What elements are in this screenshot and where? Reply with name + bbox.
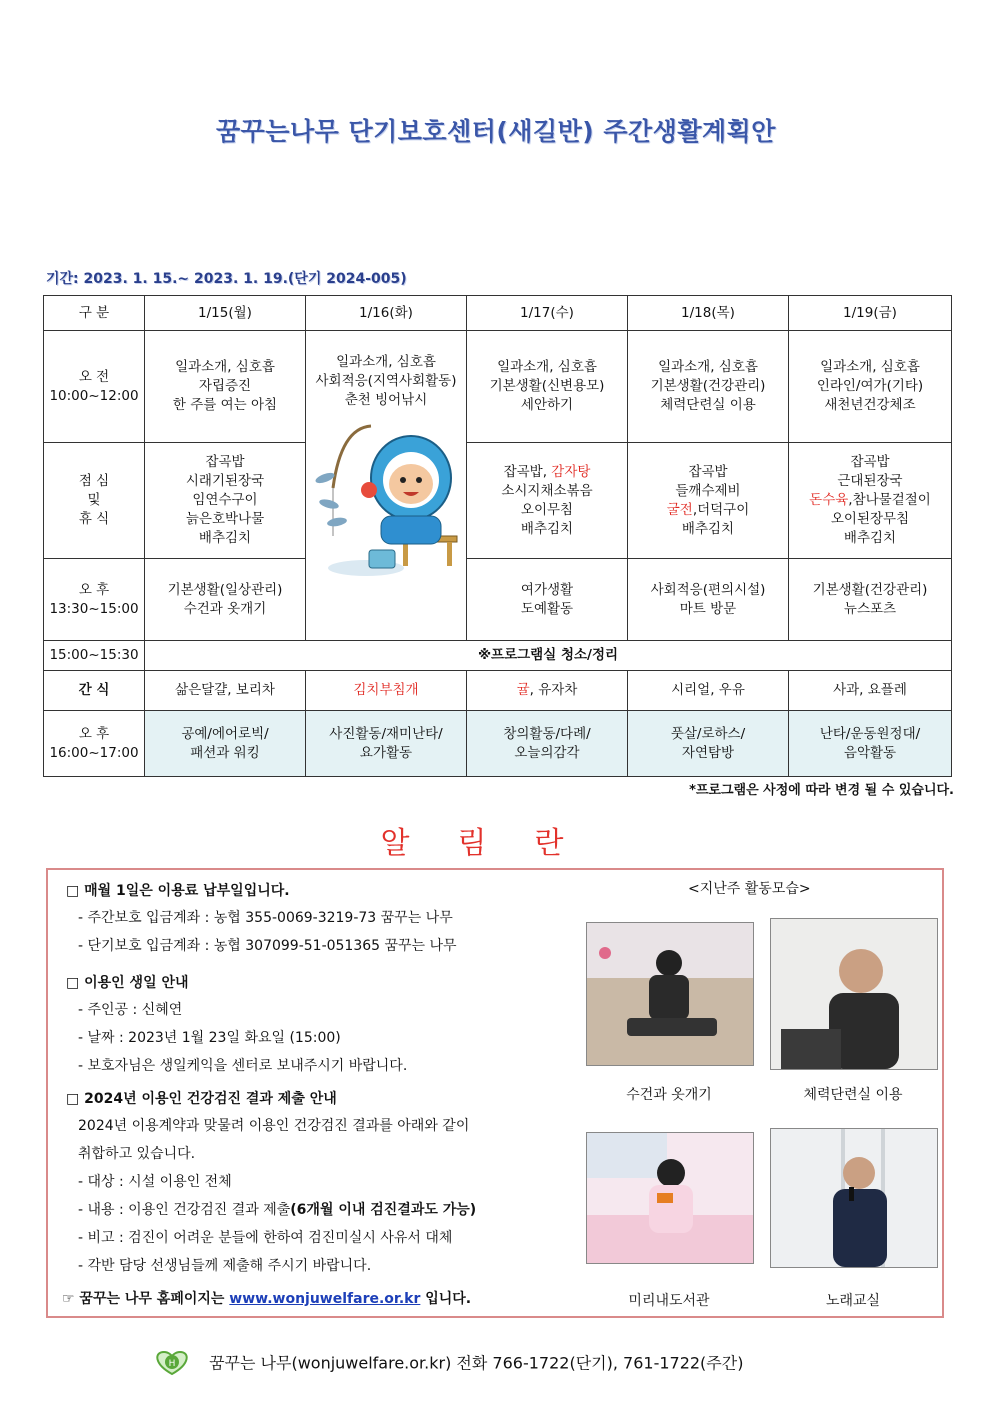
morning-mon: 일과소개, 심호흡 자립증진 한 주를 여는 아침 <box>145 331 306 443</box>
table-row-late <box>44 711 952 777</box>
header-cell: 1/16(화) <box>306 296 467 331</box>
notice-heading: □ 2024년 이용인 건강검진 결과 제출 안내 <box>66 1091 337 1107</box>
late-wed: 창의활동/다례/ 오늘의감각 <box>467 711 628 777</box>
photo-library <box>586 1132 754 1264</box>
lunch-mon: 잡곡밥 시래기된장국 임연수구이 늙은호박나물 배추김치 <box>145 443 306 559</box>
ice-fishing-illustration <box>311 418 461 588</box>
row-label: 15:00~15:30 <box>44 641 145 671</box>
photo-folding-towels <box>586 922 754 1066</box>
period-label: 기간: 2023. 1. 15.~ 2023. 1. 19.(단기 2024-005) <box>46 271 407 287</box>
table-row-afternoon <box>44 559 952 641</box>
weekly-schedule-table <box>43 295 952 777</box>
lunch-thu: 잡곡밥 들깨수제비 굴전,더덕구이 배추김치 <box>628 443 789 559</box>
notice-paragraph: 취합하고 있습니다. <box>78 1146 196 1162</box>
late-mon: 공예/에어로빅/ 패션과 워킹 <box>145 711 306 777</box>
notice-item: - 비고 : 검진이 어려운 분들에 한하여 검진미실시 사유서 대체 <box>78 1230 453 1246</box>
photo-singing <box>770 1128 938 1268</box>
late-fri: 난타/운동원정대/ 음악활동 <box>789 711 952 777</box>
header-cell: 1/18(목) <box>628 296 789 331</box>
table-row-cleanup <box>44 641 952 671</box>
lunch-wed: 잡곡밥, 감자탕 소시지채소볶음 오이무침 배추김치 <box>467 443 628 559</box>
notice-heading: □ 매월 1일은 이용료 납부일입니다. <box>66 883 290 899</box>
row-label: 오 전 10:00~12:00 <box>44 331 145 443</box>
notice-item: - 대상 : 시설 이용인 전체 <box>78 1174 232 1190</box>
cleanup-text: ※프로그램실 청소/정리 <box>145 641 952 671</box>
snack-mon: 삶은달걀, 보리차 <box>145 671 306 711</box>
notice-paragraph: 2024년 이용계약과 맞물려 이용인 건강검진 결과를 아래와 같이 <box>78 1118 470 1134</box>
late-tue: 사진활동/재미난타/ 요가활동 <box>306 711 467 777</box>
afternoon-wed: 여가생활 도예활동 <box>467 559 628 641</box>
snack-thu: 시리얼, 우유 <box>628 671 789 711</box>
row-label: 간 식 <box>44 671 145 711</box>
morning-thu: 일과소개, 심호흡 기본생활(건강관리) 체력단련실 이용 <box>628 331 789 443</box>
photo-caption: 수건과 옷개기 <box>626 1087 712 1103</box>
center-logo-icon <box>150 1348 194 1380</box>
header-cell: 1/15(월) <box>145 296 306 331</box>
morning-fri: 일과소개, 심호흡 인라인/여가(기타) 새천년건강체조 <box>789 331 952 443</box>
change-note: *프로그램은 사정에 따라 변경 될 수 있습니다. <box>689 783 954 798</box>
notice-item: - 각반 담당 선생님들께 제출해 주시기 바랍니다. <box>78 1258 372 1274</box>
notice-item: - 보호자님은 생일케익을 센터로 보내주시기 바랍니다. <box>78 1058 408 1074</box>
table-header-row <box>44 296 952 331</box>
table-row-lunch <box>44 443 952 559</box>
page-title: 꿈꾸는나무 단기보호센터(새길반) 주간생활계획안 <box>216 117 776 146</box>
homepage-link[interactable]: www.wonjuwelfare.or.kr <box>229 1291 421 1307</box>
snack-tue: 김치부침개 <box>306 671 467 711</box>
photo-caption: 미리내도서관 <box>628 1293 710 1309</box>
photo-caption: 노래교실 <box>825 1293 881 1309</box>
notice-item: - 주간보호 입금계좌 : 농협 355-0069-3219-73 꿈꾸는 나무 <box>78 910 453 926</box>
notice-item: - 내용 : 이용인 건강검진 결과 제출(6개월 이내 검진결과도 가능) <box>78 1202 477 1218</box>
notice-item: - 단기보호 입금계좌 : 농협 307099-51-051365 꿈꾸는 나무 <box>78 938 457 954</box>
homepage-line: ☞ 꿈꾸는 나무 홈페이지는 www.wonjuwelfare.or.kr 입니다. <box>62 1291 472 1307</box>
photos-title: <지난주 활동모습> <box>688 881 811 897</box>
photo-caption: 체력단련실 이용 <box>803 1087 903 1103</box>
notice-box <box>46 868 944 1318</box>
photo-gym <box>770 918 938 1070</box>
table-row-snack <box>44 671 952 711</box>
row-label: 오 후 16:00~17:00 <box>44 711 145 777</box>
afternoon-mon: 기본생활(일상관리) 수건과 옷개기 <box>145 559 306 641</box>
snack-fri: 사과, 요플레 <box>789 671 952 711</box>
lunch-fri: 잡곡밥 근대된장국 돈수육,참나물겉절이 오이된장무침 배추김치 <box>789 443 952 559</box>
morning-tue: 일과소개, 심호흡 사회적응(지역사회활동) 춘천 빙어낚시 <box>306 331 467 641</box>
footer <box>150 1348 743 1380</box>
snack-wed: 귤, 유자차 <box>467 671 628 711</box>
notice-text <box>66 878 586 1280</box>
late-thu: 풋살/로하스/ 자연탐방 <box>628 711 789 777</box>
notice-item: - 날짜 : 2023년 1월 23일 화요일 (15:00) <box>78 1030 341 1046</box>
afternoon-fri: 기본생활(건강관리) 뉴스포츠 <box>789 559 952 641</box>
header-cell: 1/17(수) <box>467 296 628 331</box>
header-cell: 구 분 <box>44 296 145 331</box>
footer-text: 꿈꾸는 나무(wonjuwelfare.or.kr) 전화 766-1722(단기), 761-1722(주간) <box>209 1353 744 1373</box>
notice-title: 알림란 <box>380 826 612 861</box>
svg-text:H: H <box>168 1359 176 1369</box>
table-row-morning <box>44 331 952 443</box>
row-label: 오 후 13:30~15:00 <box>44 559 145 641</box>
notice-item: - 주인공 : 신혜연 <box>78 1002 183 1018</box>
notice-heading: □ 이용인 생일 안내 <box>66 975 189 991</box>
row-label: 점 심 및 휴 식 <box>44 443 145 559</box>
afternoon-thu: 사회적응(편의시설) 마트 방문 <box>628 559 789 641</box>
header-cell: 1/19(금) <box>789 296 952 331</box>
morning-wed: 일과소개, 심호흡 기본생활(신변용모) 세안하기 <box>467 331 628 443</box>
